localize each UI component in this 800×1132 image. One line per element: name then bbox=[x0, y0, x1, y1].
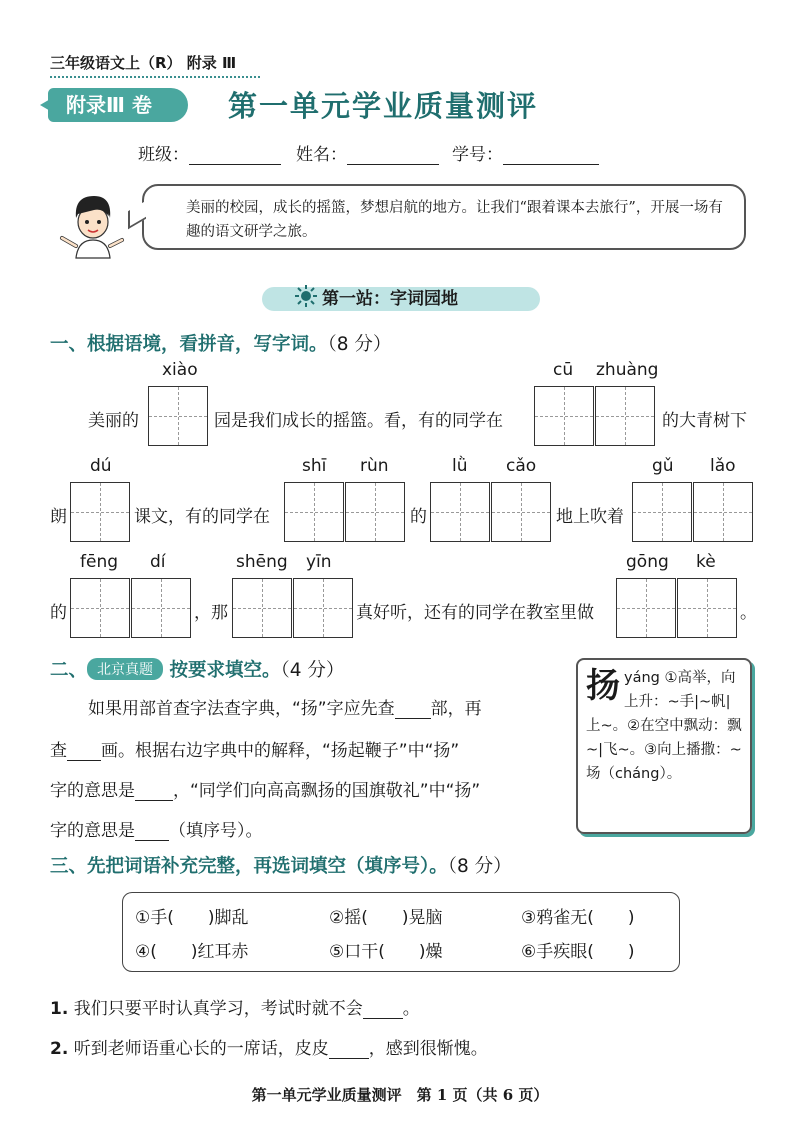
intro-bubble bbox=[142, 184, 746, 250]
pinyin: dú bbox=[90, 456, 112, 476]
q3-sentence-1: 1. 我们只要平时认真学习，考试时就不会 。 bbox=[50, 999, 420, 1019]
q2-line-2: 查 画。根据右边字典中的解释，“扬起鞭子”中“扬” bbox=[50, 741, 460, 761]
blank[interactable] bbox=[67, 742, 101, 761]
word-item[interactable]: ⑥手疾眼( ) bbox=[521, 942, 635, 962]
char-box[interactable] bbox=[430, 482, 490, 542]
q1-text: ，那 bbox=[194, 603, 228, 623]
char-box[interactable] bbox=[70, 578, 130, 638]
pinyin: gǔ bbox=[652, 456, 674, 476]
char-box[interactable] bbox=[491, 482, 551, 542]
pinyin: shī bbox=[302, 456, 327, 476]
q1-text: 的大青树下 bbox=[662, 411, 747, 431]
name-field[interactable] bbox=[296, 140, 439, 165]
pinyin: kè bbox=[696, 552, 716, 572]
page-footer: 第一单元学业质量测评 第 1 页（共 6 页） bbox=[251, 1086, 549, 1104]
word-item[interactable]: ③鸦雀无( ) bbox=[521, 908, 635, 928]
char-box[interactable] bbox=[345, 482, 405, 542]
q1-text: 的 bbox=[50, 603, 67, 623]
char-box[interactable] bbox=[693, 482, 753, 542]
char-box[interactable] bbox=[632, 482, 692, 542]
q1-text: 课文，有的同学在 bbox=[134, 507, 270, 527]
pinyin: cǎo bbox=[506, 456, 537, 476]
q2-line-3: 字的意思是 ，“同学们向高高飘扬的国旗敬礼”中“扬” bbox=[50, 781, 481, 801]
char-box[interactable] bbox=[293, 578, 353, 638]
q1-text: 。 bbox=[740, 603, 757, 623]
q2-title: 二、 北京真题 按要求填空。（4 分） bbox=[50, 660, 345, 681]
char-box[interactable] bbox=[232, 578, 292, 638]
char-box[interactable] bbox=[70, 482, 130, 542]
pinyin: dí bbox=[150, 552, 166, 572]
q1-text: 美丽的 bbox=[88, 411, 139, 431]
pinyin: rùn bbox=[360, 456, 389, 476]
q3-title: 三、先把词语补充完整，再选词填空（填序号）。（8 分） bbox=[50, 856, 512, 877]
q3-sentence-2: 2. 听到老师语重心长的一席话，皮皮 ，感到很惭愧。 bbox=[50, 1039, 488, 1059]
q2-line-4: 字的意思是 （填序号）。 bbox=[50, 821, 263, 841]
q1-text: 真好听，还有的同学在教室里做 bbox=[356, 603, 594, 623]
q2-line-1: 如果用部首查字法查字典，“扬”字应先查 部，再 bbox=[88, 699, 482, 719]
pinyin: xiào bbox=[162, 360, 198, 380]
class-label: 班级： bbox=[138, 145, 189, 165]
q1-text: 地上吹着 bbox=[556, 507, 624, 527]
beijing-tag: 北京真题 bbox=[87, 658, 163, 680]
blank[interactable] bbox=[135, 782, 173, 801]
pinyin: shēng bbox=[236, 552, 288, 572]
blank[interactable] bbox=[363, 1000, 403, 1019]
pinyin: zhuàng bbox=[596, 360, 659, 380]
blank[interactable] bbox=[329, 1040, 369, 1059]
pinyin: yīn bbox=[306, 552, 332, 572]
name-label: 姓名： bbox=[296, 145, 347, 165]
blank[interactable] bbox=[135, 822, 169, 841]
word-item[interactable]: ①手( )脚乱 bbox=[135, 908, 249, 928]
dictionary-box bbox=[576, 658, 752, 834]
char-box[interactable] bbox=[677, 578, 737, 638]
blank[interactable] bbox=[395, 700, 431, 719]
class-field[interactable] bbox=[138, 140, 281, 165]
q1-title: 一、根据语境，看拼音，写字词。（8 分） bbox=[50, 334, 392, 355]
word-box bbox=[122, 892, 680, 972]
char-box[interactable] bbox=[595, 386, 655, 446]
word-item[interactable]: ⑤口干( )燥 bbox=[329, 942, 443, 962]
pinyin: lǎo bbox=[710, 456, 736, 476]
pinyin: fēng bbox=[80, 552, 119, 572]
appendix-badge: 附录Ⅲ 卷 bbox=[48, 88, 188, 122]
char-box[interactable] bbox=[616, 578, 676, 638]
char-box[interactable] bbox=[534, 386, 594, 446]
sun-icon bbox=[294, 284, 318, 308]
dict-char: 扬 bbox=[586, 666, 620, 706]
char-box[interactable] bbox=[131, 578, 191, 638]
dict-text: yáng ①高举，向上升：~手|~帆|上~。②在空中飘动：飘~|飞~。③向上播撒：~场（cháng）。 bbox=[586, 670, 742, 782]
char-box[interactable] bbox=[148, 386, 208, 446]
word-item[interactable]: ②摇( )晃脑 bbox=[329, 908, 443, 928]
q1-text: 园是我们成长的摇篮。看，有的同学在 bbox=[214, 411, 503, 431]
pinyin: gōng bbox=[626, 552, 669, 572]
station-title: 第一站：字词园地 bbox=[322, 289, 458, 309]
char-box[interactable] bbox=[284, 482, 344, 542]
pinyin: lǜ bbox=[452, 456, 468, 476]
intro-text: 美丽的校园，成长的摇篮，梦想启航的地方。让我们“跟着课本去旅行”，开展一场有趣的语文研学之旅。 bbox=[186, 200, 723, 240]
q1-text: 朗 bbox=[50, 507, 67, 527]
q1-text: 的 bbox=[410, 507, 427, 527]
pinyin: cū bbox=[553, 360, 574, 380]
word-item[interactable]: ④( )红耳赤 bbox=[135, 942, 249, 962]
boy-illustration bbox=[56, 188, 128, 260]
id-label: 学号： bbox=[452, 145, 503, 165]
page-subtitle: 三年级语文上（R） 附录 Ⅲ bbox=[50, 52, 260, 78]
page-title: 第一单元学业质量测评 bbox=[228, 89, 539, 123]
id-field[interactable] bbox=[452, 140, 599, 165]
